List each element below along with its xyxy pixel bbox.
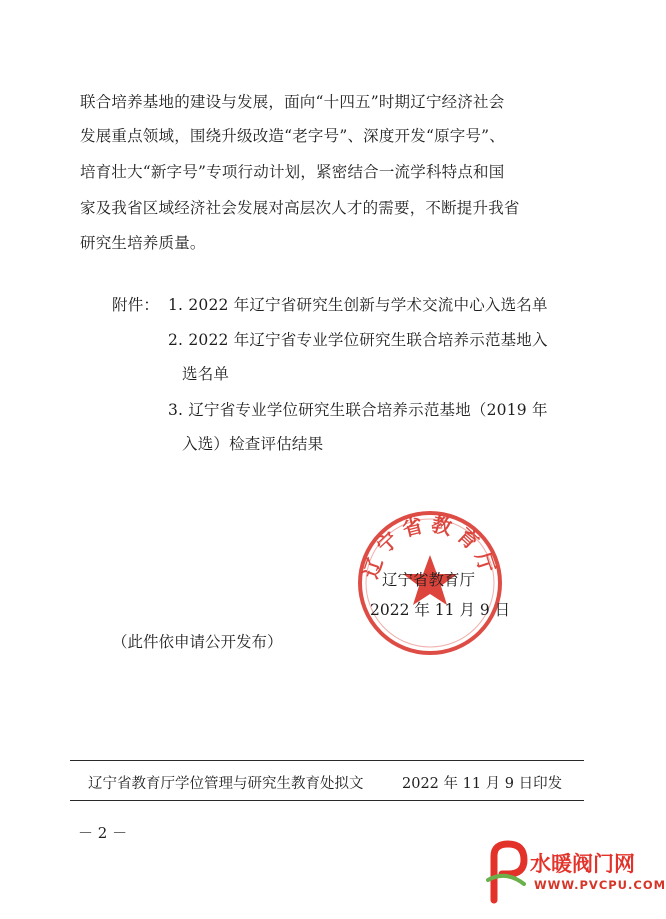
disclosure-note: （此件依申请公开发布） [112, 633, 283, 651]
footer-print-date: 2022 年 11 月 9 日印发 [402, 776, 563, 792]
attachment-item-2-cont: 选名单 [182, 365, 230, 383]
attachment-item-2: 2. 2022 年辽宁省专业学位研究生联合培养示范基地入 [168, 331, 548, 349]
attachment-item-1: 1. 2022 年辽宁省研究生创新与学术交流中心入选名单 [168, 296, 548, 314]
body-line-4: 家及我省区域经济社会发展对高层次人才的需要，不断提升我省 [80, 199, 520, 217]
body-line-3: 培育壮大“新字号”专项行动计划，紧密结合一流学科特点和国 [80, 163, 505, 181]
watermark-cn: 水暖阀门网 [530, 852, 635, 876]
watermark-en: WWW.PVCPU.COM [534, 878, 666, 892]
valve-logo-icon [484, 840, 530, 906]
seal-text: 辽宁省教育厅 [358, 511, 502, 582]
body-line-2: 发展重点领域，围绕升级改造“老字号”、深度开发“原字号”、 [80, 127, 505, 145]
footer-issuer: 辽宁省教育厅学位管理与研究生教育处拟文 [88, 776, 364, 792]
body-line-1: 联合培养基地的建设与发展，面向“十四五”时期辽宁经济社会 [80, 93, 505, 111]
attachment-item-3: 3. 辽宁省专业学位研究生联合培养示范基地（2019 年 [168, 401, 548, 419]
attachments-label: 附件： [112, 296, 160, 314]
footer-rule-top [70, 760, 584, 761]
signature-date: 2022 年 11 月 9 日 [370, 601, 511, 619]
footer-rule-bottom [70, 800, 584, 801]
body-line-5: 研究生培养质量。 [80, 234, 206, 252]
attachment-item-3-cont: 入选）检查评估结果 [182, 435, 324, 453]
site-watermark [484, 838, 666, 910]
signature-org: 辽宁省教育厅 [382, 571, 476, 589]
page-number: － 2 － [78, 824, 128, 842]
